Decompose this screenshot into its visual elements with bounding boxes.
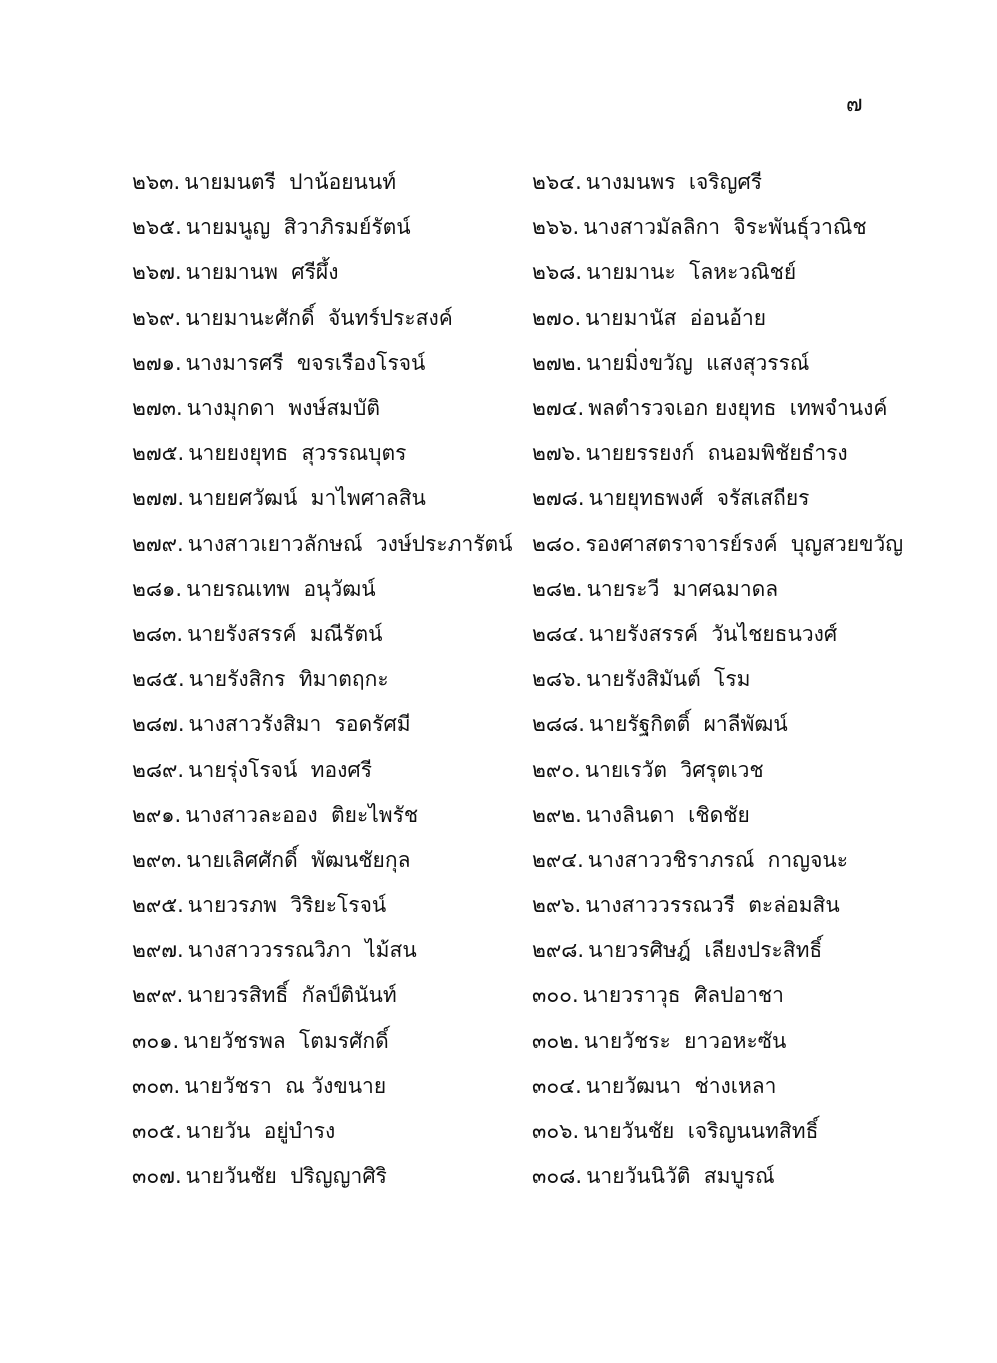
list-item — [532, 476, 912, 521]
entry-name: นายวราวุธ ศิลปอาชา — [582, 983, 784, 1008]
entry-name: นายมนตรี ปาน้อยนนท์ — [184, 170, 397, 195]
entry-name: นายมานะ โลหะวณิชย์ — [586, 260, 797, 285]
entry-number: ๒๙๒. — [532, 802, 582, 827]
entry-number: ๒๗๙. — [132, 531, 184, 556]
entry-name: นายวันชัย เจริญนนทสิทธิ์ — [583, 1119, 819, 1144]
entry-number: ๒๘๔. — [532, 621, 585, 646]
entry-name: นางมนพร เจริญศรี — [585, 170, 763, 195]
entry-name: นางสาววรรณวรี ตะล่อมสิน — [585, 893, 840, 918]
entry-name: รองศาสตราจารย์รงค์ บุญสวยขวัญ — [585, 531, 904, 556]
entry-name: นายรัฐกิตติ์ ผาลีพัฒน์ — [588, 712, 788, 737]
entry-number: ๒๙๖. — [532, 893, 582, 918]
entry-name: นางสาวเยาวลักษณ์ วงษ์ประภารัตน์ — [187, 531, 513, 556]
list-item — [532, 1154, 912, 1199]
list-item — [132, 1109, 532, 1154]
list-item — [132, 612, 532, 657]
list-item — [532, 205, 912, 250]
list-item — [132, 657, 532, 702]
entry-name: นางมุกดา พงษ์สมบัติ — [186, 396, 380, 421]
entry-name: นายมานพ ศรีผึ้ง — [185, 260, 339, 285]
entry-name: นายรังสรรค์ มณีรัตน์ — [187, 621, 383, 646]
list-item — [532, 250, 912, 295]
entry-name: พลตำรวจเอก ยงยุทธ เทพจำนงค์ — [588, 396, 888, 421]
entry-name: นางสาววรรณวิภา ไม้สน — [187, 938, 417, 963]
entry-number: ๒๙๕. — [132, 893, 184, 918]
list-item — [132, 702, 532, 747]
list-item — [132, 747, 532, 792]
entry-number: ๒๗๐. — [532, 305, 582, 330]
entry-number: ๓๐๒. — [532, 1028, 580, 1053]
name-list — [132, 160, 912, 1199]
entry-number: ๒๘๓. — [132, 621, 184, 646]
list-item — [132, 296, 532, 341]
list-item — [132, 386, 532, 431]
entry-name: นางมารศรี ขจรเรืองโรจน์ — [185, 350, 426, 375]
entry-number: ๒๘๗. — [132, 712, 185, 737]
entry-number: ๒๗๑. — [132, 350, 182, 375]
entry-name: นางสาวรังสิมา รอดรัศมี — [188, 712, 411, 737]
entry-number: ๒๖๙. — [132, 305, 182, 330]
entry-number: ๒๘๒. — [532, 576, 583, 601]
list-item — [132, 1064, 532, 1109]
list-item — [532, 567, 912, 612]
entry-name: นางสาวละออง ติยะไพรัช — [185, 802, 419, 827]
list-item — [532, 702, 912, 747]
entry-number: ๒๘๕. — [132, 667, 185, 692]
entry-name: นายวัน อยู่บำรง — [185, 1119, 336, 1144]
list-item — [132, 250, 532, 295]
entry-number: ๒๘๘. — [532, 712, 585, 737]
entry-number: ๓๐๗. — [132, 1164, 182, 1189]
list-item — [532, 747, 912, 792]
entry-name: นายวัฒนา ช่างเหลา — [585, 1073, 777, 1098]
list-item — [532, 160, 912, 205]
entry-number: ๒๖๖. — [532, 215, 580, 240]
entry-name: นายรังสิกร ทิมาตฤกะ — [188, 667, 389, 692]
entry-number: ๓๐๘. — [532, 1164, 583, 1189]
list-item — [132, 160, 532, 205]
entry-name: นางสาวมัลลิกา จิระพันธุ์วาณิช — [583, 215, 867, 240]
list-item — [132, 838, 532, 883]
list-item — [132, 1019, 532, 1064]
list-item — [532, 612, 912, 657]
list-item — [132, 341, 532, 386]
entry-number: ๒๗๗. — [132, 486, 185, 511]
list-item — [132, 883, 532, 928]
entry-number: ๒๖๕. — [132, 215, 182, 240]
entry-number: ๒๘๑. — [132, 576, 183, 601]
entry-number: ๒๗๒. — [532, 350, 583, 375]
list-item — [532, 793, 912, 838]
entry-name: นายเลิศศักดิ์ พัฒนชัยกุล — [186, 847, 411, 872]
entry-name: นายมิ่งขวัญ แสงสุวรรณ์ — [586, 350, 810, 375]
entry-name: นายรุ่งโรจน์ ทองศรี — [188, 757, 372, 782]
entry-name: นายวัชระ ยาวอหะซัน — [583, 1028, 787, 1053]
list-item — [532, 1064, 912, 1109]
page-number: ๗ — [846, 92, 863, 117]
entry-number: ๒๗๓. — [132, 396, 183, 421]
list-item — [132, 928, 532, 973]
entry-number: ๓๐๔. — [532, 1073, 582, 1098]
entry-number: ๒๖๔. — [532, 170, 582, 195]
list-item — [532, 341, 912, 386]
entry-number: ๒๙๙. — [132, 983, 184, 1008]
entry-number: ๒๙๓. — [132, 847, 183, 872]
entry-number: ๒๖๓. — [132, 170, 181, 195]
entry-name: นายระวี มาศฉมาดล — [586, 576, 779, 601]
list-item — [532, 296, 912, 341]
entry-name: นางลินดา เชิดชัย — [585, 802, 750, 827]
entry-number: ๒๗๖. — [532, 441, 582, 466]
entry-number: ๒๙๗. — [132, 938, 184, 963]
entry-name: นายยุทธพงศ์ จรัสเสถียร — [588, 486, 810, 511]
list-item — [532, 657, 912, 702]
list-item — [132, 431, 532, 476]
entry-number: ๒๙๐. — [532, 757, 581, 782]
entry-name: นายยศวัฒน์ มาไพศาลสิน — [188, 486, 426, 511]
list-item — [132, 1154, 532, 1199]
entry-number: ๒๘๐. — [532, 531, 582, 556]
entry-name: นายมานะศักดิ์ จันทร์ประสงค์ — [185, 305, 453, 330]
list-item — [532, 928, 912, 973]
entry-number: ๒๖๘. — [532, 260, 583, 285]
list-item — [532, 883, 912, 928]
entry-name: นายวัชรพล โตมรศักดิ์ — [183, 1028, 389, 1053]
entry-name: นายวรศิษฎ์ เลียงประสิทธิ์ — [588, 938, 823, 963]
entry-number: ๓๐๐. — [532, 983, 579, 1008]
entry-name: นายยรรยงก์ ถนอมพิชัยธำรง — [585, 441, 848, 466]
entry-number: ๒๘๙. — [132, 757, 185, 782]
list-item — [132, 476, 532, 521]
entry-name: นายรังสรรค์ วันไชยธนวงศ์ — [588, 621, 838, 646]
list-item — [532, 973, 912, 1018]
list-item — [532, 1109, 912, 1154]
list-item — [532, 838, 912, 883]
entry-name: นายมานัส อ่อนอ้าย — [585, 305, 767, 330]
list-item — [532, 386, 912, 431]
entry-number: ๒๙๔. — [532, 847, 584, 872]
entry-name: นายวันชัย ปริญญาศิริ — [185, 1164, 387, 1189]
list-item — [532, 522, 912, 567]
entry-number: ๓๐๖. — [532, 1119, 580, 1144]
entry-number: ๒๗๘. — [532, 486, 585, 511]
entry-number: ๓๐๕. — [132, 1119, 182, 1144]
list-item — [132, 793, 532, 838]
entry-name: นายวัชรา ณ วังขนาย — [184, 1073, 387, 1098]
list-item — [532, 431, 912, 476]
entry-number: ๒๗๕. — [132, 441, 185, 466]
entry-name: นายยงยุทธ สุวรรณบุตร — [188, 441, 407, 466]
list-item — [132, 973, 532, 1018]
entry-name: นายวรภพ วิริยะโรจน์ — [187, 893, 387, 918]
entry-number: ๒๙๑. — [132, 802, 182, 827]
entry-name: นายมนูญ สิวาภิรมย์รัตน์ — [185, 215, 411, 240]
entry-number: ๒๗๔. — [532, 396, 585, 421]
entry-name: นายวรสิทธิ์ กัลป์ตินันท์ — [187, 983, 397, 1008]
entry-number: ๒๙๘. — [532, 938, 585, 963]
entry-name: นายรณเทพ อนุวัฒน์ — [186, 576, 376, 601]
list-item — [132, 567, 532, 612]
entry-name: นายรังสิมันต์ โรม — [586, 667, 751, 692]
entry-name: นายวันนิวัติ สมบูรณ์ — [586, 1164, 775, 1189]
entry-name: นางสาววชิราภรณ์ กาญจนะ — [587, 847, 849, 872]
entry-number: ๒๘๖. — [532, 667, 583, 692]
entry-number: ๒๖๗. — [132, 260, 182, 285]
entry-name: นายเรวัต วิศรุตเวช — [584, 757, 764, 782]
entry-number: ๓๐๑. — [132, 1028, 180, 1053]
list-item — [532, 1019, 912, 1064]
entry-number: ๓๐๓. — [132, 1073, 181, 1098]
list-item — [132, 522, 532, 567]
list-item — [132, 205, 532, 250]
